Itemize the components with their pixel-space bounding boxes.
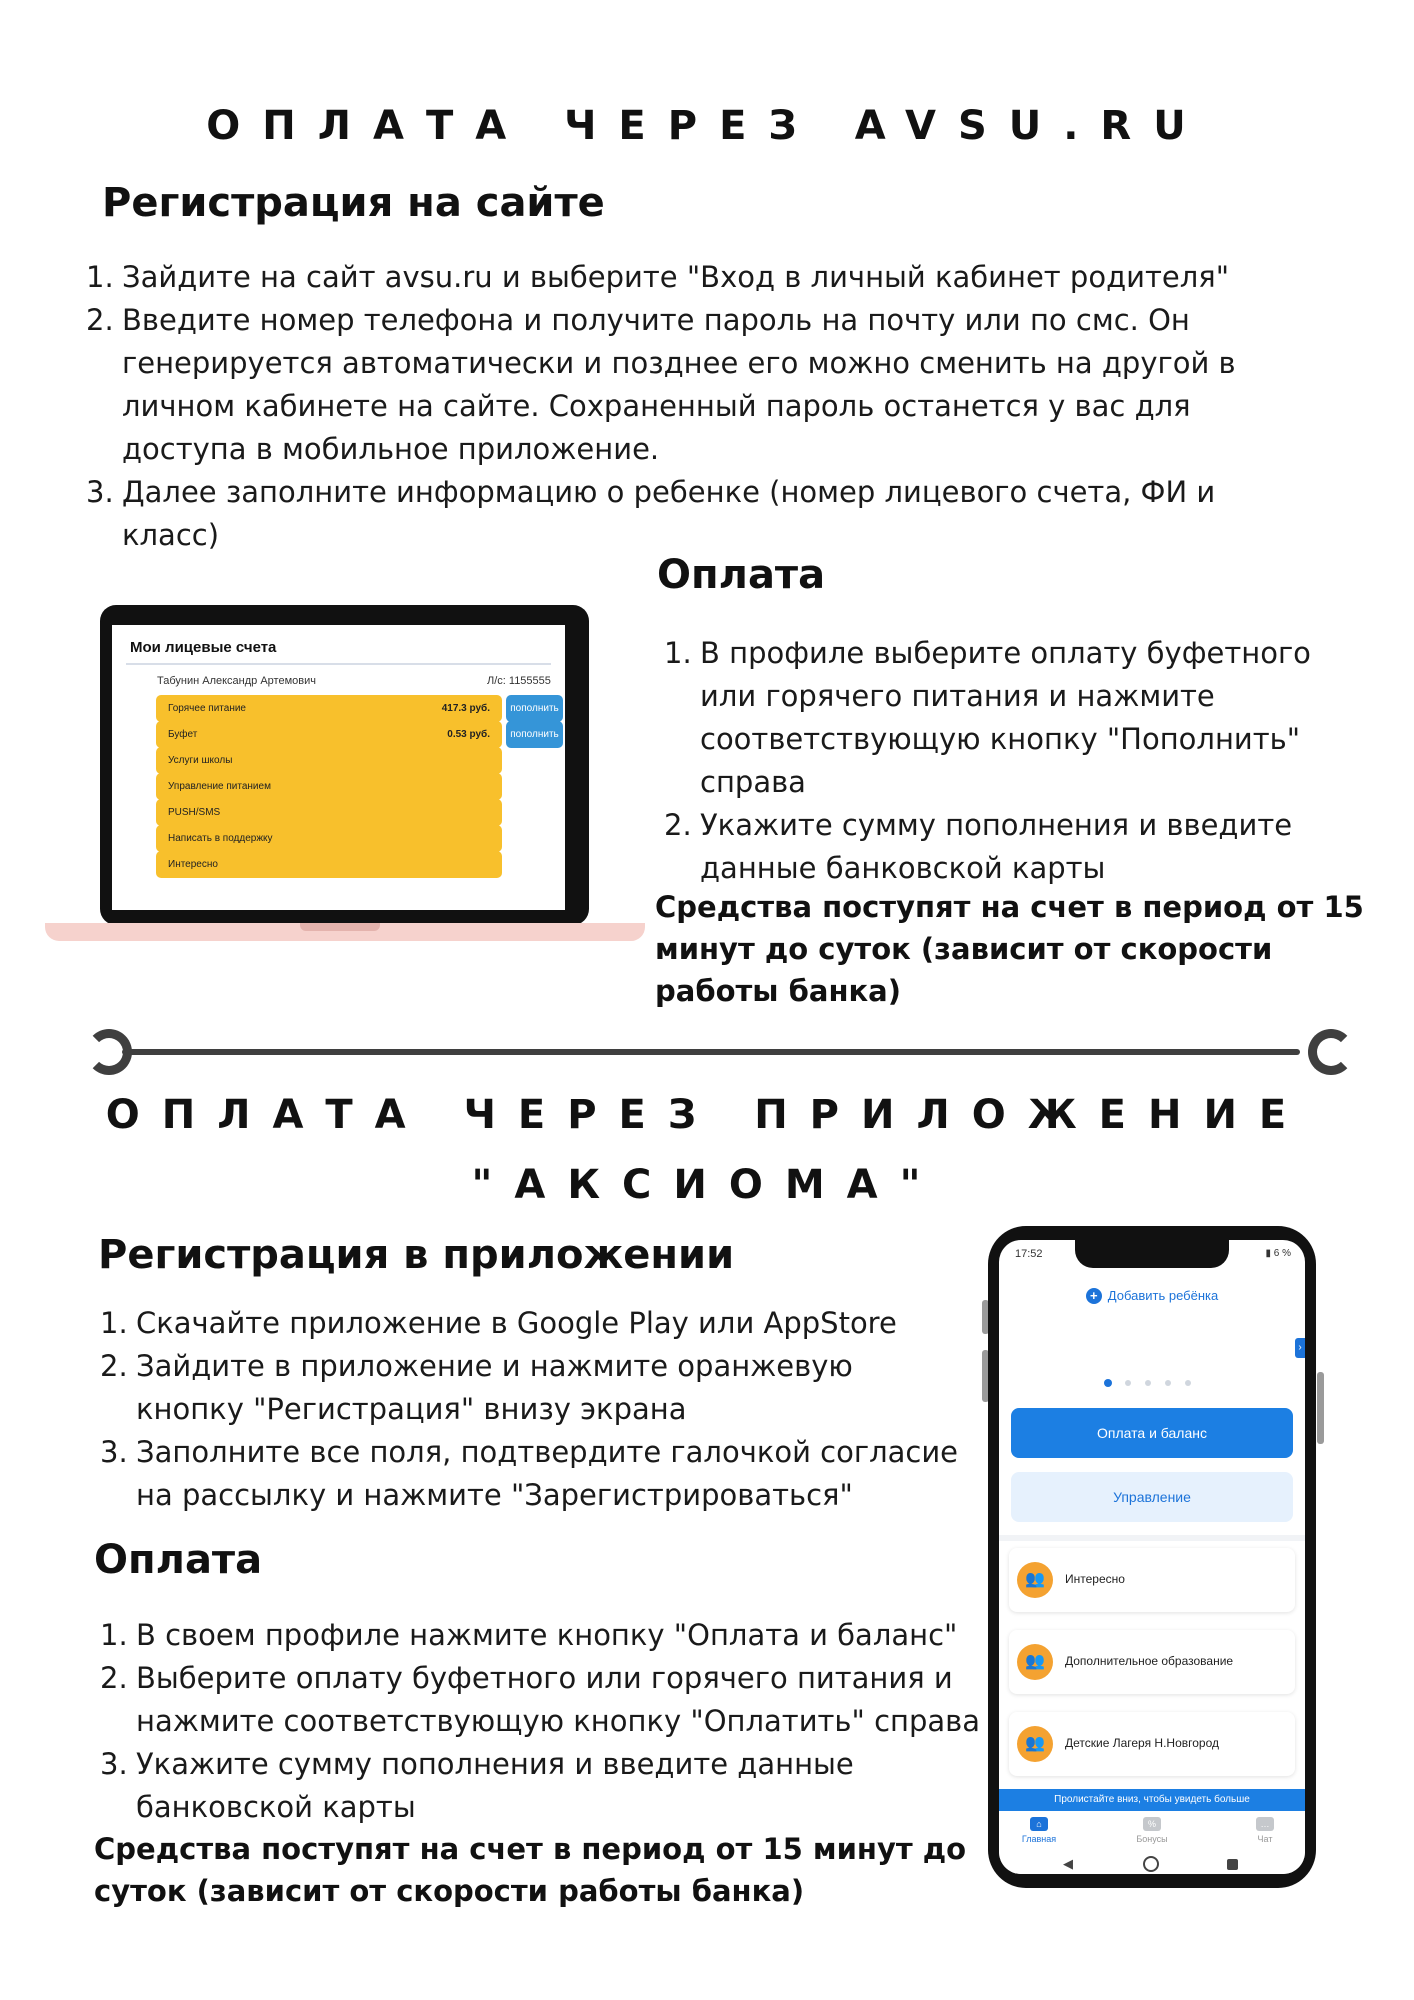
app-payment-title: Оплата [94,1537,263,1583]
list-item-line: личном кабинете на сайте. Сохраненный пароль останется у вас для [122,389,1191,423]
list-item [86,471,1236,557]
account-service-label: Управление питанием [168,781,271,792]
list-item [100,1431,958,1517]
section1-banner: ОПЛАТА ЧЕРЕЗ AVSU.RU [206,103,1208,149]
tab-home-label: Главная [1021,1834,1057,1844]
tab-bonuses[interactable] [1112,1817,1192,1844]
phone-screen [999,1240,1305,1874]
feature-card[interactable] [1009,1712,1295,1776]
list-item-line: Зайдите на сайт avsu.ru и выберите "Вход в личный кабинет родителя" [122,260,1230,294]
section-separator [999,1535,1305,1541]
people-icon: 👥 [1017,1562,1053,1598]
account-service-label: Услуги школы [168,755,233,766]
note-line: Средства поступят на счет в период от 15 минут до [94,1832,967,1866]
list-item-line: Укажите сумму пополнения и введите данные [136,1747,854,1781]
list-item-line: кнопку "Регистрация" внизу экрана [136,1392,687,1426]
management-button[interactable]: Управление [1011,1472,1293,1522]
list-item [86,299,1236,471]
laptop-mockup [45,605,645,945]
accounts-title: Мои лицевые счета [130,639,277,656]
account-service-row[interactable] [156,747,502,774]
list-item [100,1345,958,1431]
list-item-number: 2. [100,1349,128,1383]
app-payment-note [94,1828,966,1912]
list-item-line: доступа в мобильное приложение. [122,432,660,466]
list-item-number: 3. [100,1747,128,1781]
list-item-number: 3. [86,475,114,509]
feature-card-label: Дополнительное образование [1065,1654,1234,1668]
list-item-number: 2. [100,1661,128,1695]
list-item-number: 1. [664,636,692,670]
list-item-line: В своем профиле нажмите кнопку "Оплата и баланс" [136,1618,958,1652]
list-item-line: банковской карты [136,1790,416,1824]
status-time: 17:52 [1015,1248,1043,1260]
list-item [100,1657,980,1743]
divider-right-cap [1308,1029,1354,1075]
list-item [664,804,1311,890]
list-item-line: нажмите соответствующую кнопку "Оплатить" справа [136,1704,981,1738]
account-number: Л/с: 1155555 [487,675,551,687]
status-battery [1265,1248,1291,1259]
list-item-line: Скачайте приложение в Google Play или AppStore [136,1306,897,1340]
list-item [100,1302,958,1345]
list-item-line: генерируется автоматически и позднее его можно сменить на другой в [122,346,1236,380]
tab-bonuses-label: Бонусы [1136,1834,1168,1844]
account-holder-name: Табунин Александр Артемович [157,675,316,687]
add-child-label: Добавить ребёнка [1107,1288,1219,1303]
list-item-number: 1. [100,1306,128,1340]
list-item-line: или горячего питания и нажмите [700,679,1215,713]
section2-banner-line1: ОПЛАТА ЧЕРЕЗ ПРИЛОЖЕНИЕ [105,1092,1309,1138]
carousel-dot[interactable] [1104,1379,1112,1387]
ticket-icon: % [1143,1817,1161,1831]
account-service-row[interactable] [156,851,502,878]
android-nav-bar [999,1855,1305,1874]
note-line: работы банка) [655,974,901,1008]
carousel-dot[interactable] [1165,1380,1171,1386]
account-service-row[interactable] [156,799,502,826]
app-registration-steps [100,1302,958,1517]
home-icon: ⌂ [1030,1817,1048,1831]
list-item-line: данные банковской карты [700,851,1106,885]
top-up-button[interactable]: пополнить [506,721,563,748]
list-item-line: справа [700,765,806,799]
people-icon: 👥 [1017,1644,1053,1680]
list-item-line: на рассылку и нажмите "Зарегистрироваться" [136,1478,853,1512]
account-service-label: Интересно [168,859,218,870]
site-payment-title: Оплата [657,552,826,598]
site-payment-steps [664,632,1311,890]
battery-icon: ▮ [1265,1248,1274,1259]
phone-notch [1075,1240,1229,1268]
chat-icon: … [1256,1817,1274,1831]
back-icon[interactable]: ◀ [1063,1856,1073,1871]
list-item [100,1743,980,1829]
feature-card-label: Детские Лагеря Н.Новгород [1065,1736,1220,1750]
account-balance: 0.53 руб. [447,729,490,740]
site-registration-title: Регистрация на сайте [102,180,605,226]
phone-side-button [1317,1372,1324,1444]
list-item-line: соответствующую кнопку "Пополнить" [700,722,1301,756]
people-icon: 👥 [1017,1726,1053,1762]
phone-mockup [988,1226,1316,1888]
list-item-line: Выберите оплату буфетного или горячего питания и [136,1661,953,1695]
feature-card[interactable] [1009,1548,1295,1612]
account-service-label: Буфет [168,729,198,740]
laptop-screen [112,625,565,910]
home-circle-icon[interactable] [1143,1856,1159,1872]
note-line: суток (зависит от скорости работы банка) [94,1874,805,1908]
site-payment-note [655,886,1364,1012]
list-item [664,632,1311,804]
laptop-notch [300,923,380,931]
add-child-button[interactable] [999,1288,1305,1304]
tab-chat-label: Чат [1257,1834,1273,1844]
list-item-line: Введите номер телефона и получите пароль на почту или по смс. Он [122,303,1190,337]
account-service-label: Горячее питание [168,703,246,714]
list-item-line: В профиле выберите оплату буфетного [700,636,1311,670]
top-up-button[interactable]: пополнить [506,695,563,722]
account-balance: 417.3 руб. [441,703,490,714]
note-line: минут до суток (зависит от скорости [655,932,1273,966]
list-item-line: Заполните все поля, подтвердите галочкой согласие [136,1435,959,1469]
feature-card[interactable] [1009,1630,1295,1694]
list-item-line: Далее заполните информацию о ребенке (номер лицевого счета, ФИ и [122,475,1216,509]
carousel-dot[interactable] [1145,1380,1151,1386]
account-service-label: Написать в поддержку [168,833,273,844]
scroll-hint-banner: Пролистайте вниз, чтобы увидеть больше [999,1789,1305,1811]
list-item-number: 1. [100,1618,128,1652]
list-item-number: 2. [86,303,114,337]
laptop-frame [100,605,589,925]
list-item-number: 2. [664,808,692,842]
app-registration-title: Регистрация в приложении [98,1232,735,1278]
list-item [100,1614,980,1657]
section-divider [122,1049,1300,1055]
bottom-tab-bar [999,1811,1305,1855]
account-service-row[interactable] [156,721,502,748]
list-item-number: 1. [86,260,114,294]
list-item [86,256,1236,299]
account-service-row[interactable] [156,695,502,722]
battery-level: 6 % [1273,1248,1291,1259]
list-item-line: Укажите сумму пополнения и введите [700,808,1293,842]
app-payment-steps [100,1614,980,1829]
payment-balance-button[interactable]: Оплата и баланс [1011,1408,1293,1458]
account-service-row[interactable] [156,825,502,852]
list-item-number: 3. [100,1435,128,1469]
accounts-divider [126,663,551,665]
tab-chat[interactable] [1225,1817,1305,1844]
site-registration-steps [86,256,1236,557]
section2-banner-line2: "АКСИОМА" [471,1162,943,1208]
list-item-line: класс) [122,518,220,552]
tab-home[interactable] [999,1817,1079,1844]
account-service-row[interactable] [156,773,502,800]
chevron-right-icon[interactable]: › [1295,1338,1305,1358]
carousel-dot[interactable] [1125,1380,1131,1386]
recent-apps-icon[interactable] [1227,1859,1238,1870]
feature-card-label: Интересно [1065,1572,1125,1586]
note-line: Средства поступят на счет в период от 15 [655,890,1364,924]
account-service-label: PUSH/SMS [168,807,221,818]
list-item-line: Зайдите в приложение и нажмите оранжевую [136,1349,853,1383]
carousel-dot[interactable] [1185,1380,1191,1386]
plus-icon: + [1086,1288,1102,1304]
